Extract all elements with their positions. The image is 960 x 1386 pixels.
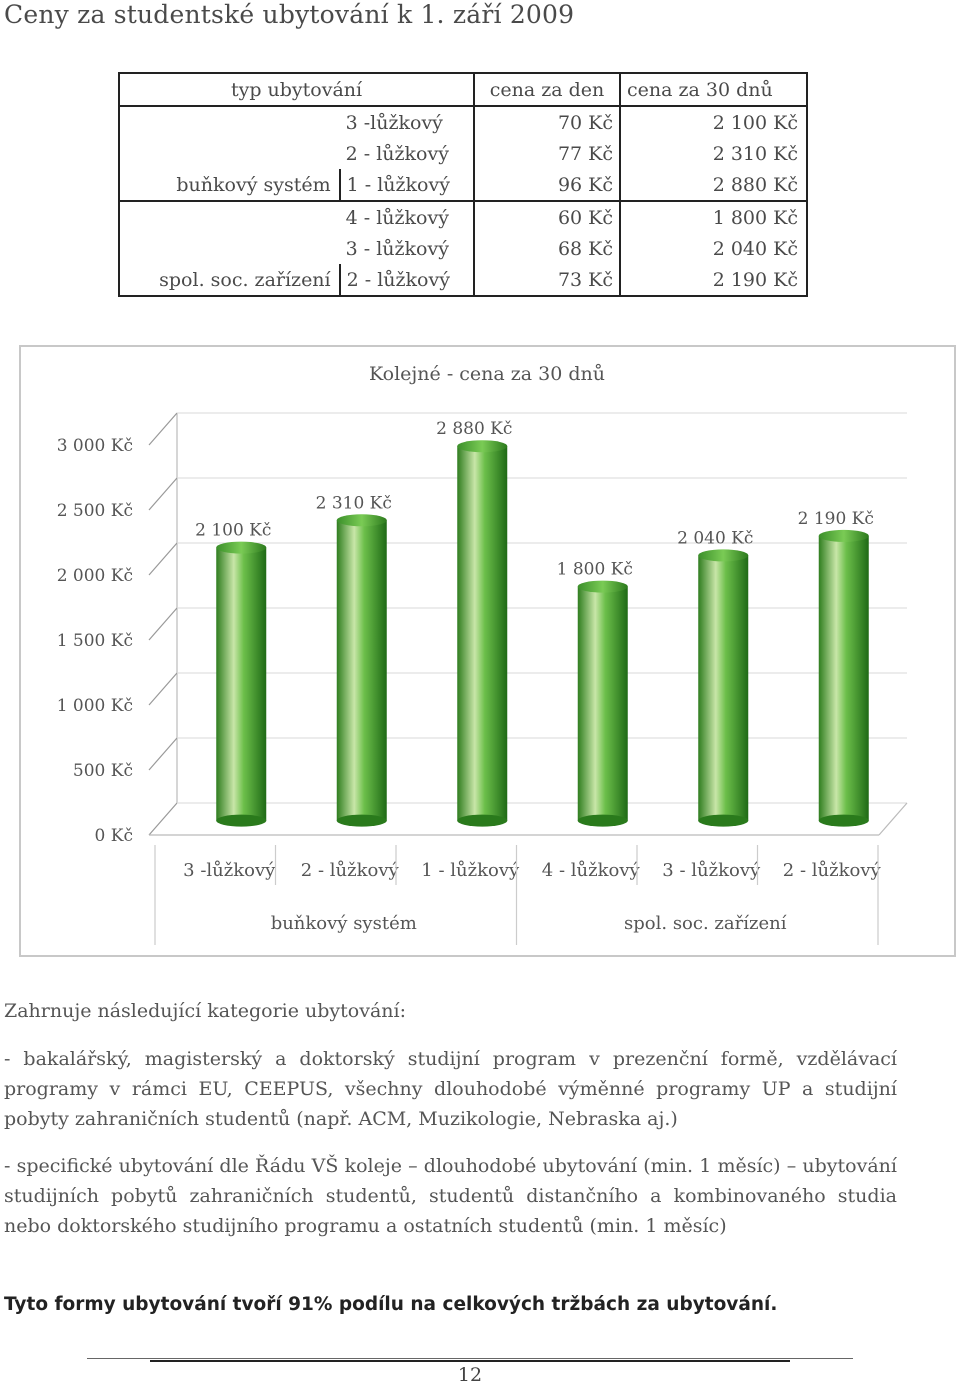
bar-base [819, 815, 869, 827]
y-axis-tick-labels [57, 436, 133, 846]
bar-top [216, 542, 266, 554]
category-item-1: - bakalářský, magisterský a doktorský studijní program v prezenční formě, vzdělávací programy v rámci EU, CEEPUS, všechny dlouhodobé výměnné programy UP a studijní pobyty zahraničních studentů (např. ACM, Muzikologie, Nebraska aj.) [4, 1048, 897, 1130]
cell-per-30: 2 190 Kč [620, 264, 807, 296]
bar-base [457, 815, 507, 827]
cell-per-day: 70 Kč [474, 106, 620, 138]
bar-top [337, 514, 387, 526]
bar-base [578, 815, 628, 827]
cell-per-30: 2 100 Kč [620, 106, 807, 138]
summary-text: Tyto formy ubytování tvoří 91% podílu na celkových tržbách za ubytování. [4, 1294, 778, 1315]
cell-per-30: 1 800 Kč [620, 201, 807, 233]
y-tick-label: 3 000 Kč [56, 436, 133, 456]
cell-per-day: 96 Kč [474, 169, 620, 201]
bar [819, 530, 869, 827]
cell-per-day: 73 Kč [474, 264, 620, 296]
y-tick-label: 500 Kč [72, 761, 133, 781]
bar-body [457, 446, 507, 820]
gridline-diagonal [149, 608, 177, 640]
chart-title: Kolejné - cena za 30 dnů [368, 363, 606, 385]
data-labels [195, 419, 874, 579]
gridline-diagonal [149, 413, 177, 445]
cell-type: 1 - lůžkový [340, 169, 474, 201]
price-chart [19, 345, 956, 957]
table-header-row [119, 73, 807, 106]
x-category-label: 1 - lůžkový [421, 860, 520, 881]
x-category-label: 2 - lůžkový [300, 860, 399, 881]
bar-body [819, 536, 869, 821]
gridline-diagonal [149, 803, 177, 835]
cell-per-day: 60 Kč [474, 201, 620, 233]
category-item-2: - specifické ubytování dle Řádu VŠ koleje – dlouhodobé ubytování (min. 1 měsíc) – ubytování studijních pobytů zahraničních studentů, studentů distančního a kombinovaného studia nebo doktorského studijního programu a ostatních studentů (min. 1 měsíc) [4, 1155, 897, 1237]
bar-body [337, 520, 387, 820]
bar-base [698, 815, 748, 827]
data-label: 2 100 Kč [195, 520, 272, 541]
y-tick-label: 0 Kč [94, 826, 133, 846]
bar [698, 549, 748, 826]
cell-per-day: 77 Kč [474, 138, 620, 169]
y-tick-label: 2 500 Kč [56, 501, 133, 521]
cell-type: 4 - lůžkový [340, 201, 474, 233]
data-label: 2 880 Kč [436, 419, 513, 440]
table-row [119, 106, 807, 138]
bar [337, 514, 387, 826]
footer-divider-bold [150, 1360, 790, 1362]
group-label: spol. soc. zařízení [119, 264, 340, 296]
data-label: 1 800 Kč [556, 559, 633, 580]
bar-body [578, 587, 628, 821]
x-category-label: 2 - lůžkový [782, 860, 881, 881]
x-category-label: 3 -lůžkový [183, 860, 276, 881]
gridline-diagonal [149, 478, 177, 510]
bar-top [578, 581, 628, 593]
gridline-diagonal [149, 738, 177, 770]
floor-right-edge [879, 803, 907, 835]
header-type: typ ubytování [119, 73, 474, 106]
cell-type: 3 - lůžkový [340, 233, 474, 264]
y-tick-label: 1 000 Kč [56, 696, 133, 716]
data-label: 2 040 Kč [677, 528, 754, 549]
bar [457, 440, 507, 826]
intro-text: Zahrnuje následující kategorie ubytování: [4, 1000, 407, 1022]
y-tick-label: 1 500 Kč [56, 631, 133, 651]
data-label: 2 190 Kč [797, 508, 874, 529]
header-per-day: cena za den [474, 73, 620, 106]
cell-per-30: 2 040 Kč [620, 233, 807, 264]
bar-body [698, 555, 748, 820]
page-title: Ceny za studentské ubytování k 1. září 2009 [4, 0, 575, 29]
data-label: 2 310 Kč [315, 493, 392, 514]
table-row [119, 169, 807, 201]
x-category-label: 4 - lůžkový [541, 860, 640, 881]
chart-bars [216, 440, 869, 826]
group-label: buňkový systém [119, 169, 340, 201]
x-group-label: spol. soc. zařízení [624, 913, 787, 934]
bar [578, 581, 628, 827]
x-group-label: buňkový systém [270, 913, 417, 934]
table-row [119, 201, 807, 233]
gridline-diagonal [149, 673, 177, 705]
cell-per-day: 68 Kč [474, 233, 620, 264]
bar-body [216, 548, 266, 821]
bar [216, 542, 266, 827]
cell-per-30: 2 310 Kč [620, 138, 807, 169]
y-tick-label: 2 000 Kč [56, 566, 133, 586]
x-category-label: 3 - lůžkový [662, 860, 761, 881]
x-axis-group-labels [271, 913, 787, 934]
footer-divider [87, 1358, 853, 1359]
price-table [118, 72, 808, 297]
bar-base [216, 815, 266, 827]
cell-type: 2 - lůžkový [340, 264, 474, 296]
cell-per-30: 2 880 Kč [620, 169, 807, 201]
bar-top [819, 530, 869, 542]
bar-top [457, 440, 507, 452]
header-per-30: cena za 30 dnů [620, 73, 807, 106]
table-row [119, 264, 807, 296]
bar-top [698, 549, 748, 561]
bar-base [337, 815, 387, 827]
cell-type: 2 - lůžkový [340, 138, 474, 169]
gridline-diagonal [149, 543, 177, 575]
table-row [119, 233, 807, 264]
cell-type: 3 -lůžkový [340, 106, 474, 138]
page-number: 12 [457, 1364, 483, 1386]
table-row [119, 138, 807, 169]
